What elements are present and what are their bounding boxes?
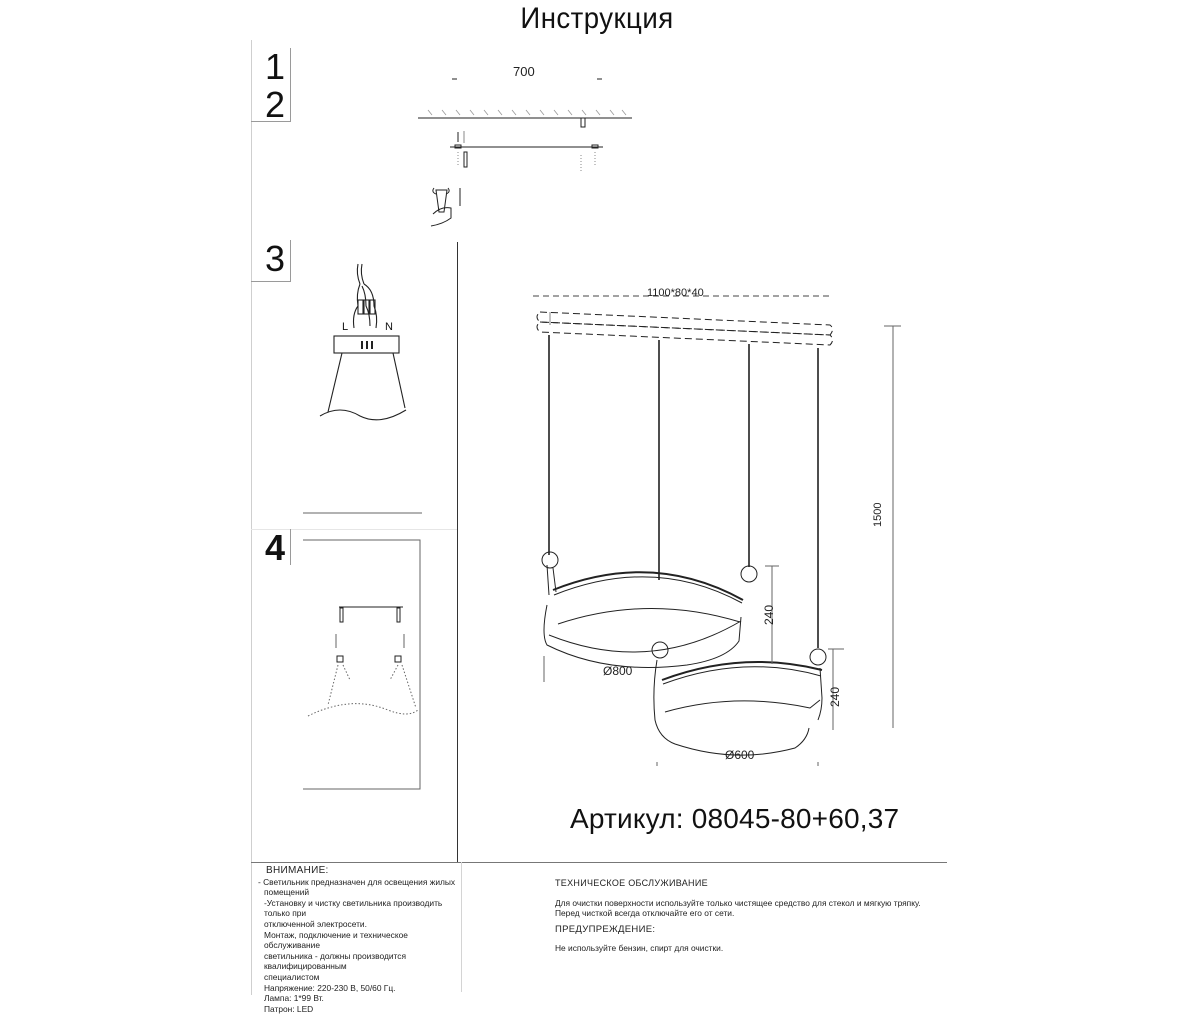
warning-title: ВНИМАНИЕ: (266, 865, 329, 876)
warning-line: помещений (264, 887, 310, 898)
caution-title: ПРЕДУПРЕЖДЕНИЕ: (555, 923, 656, 935)
installation-drawing (303, 513, 422, 789)
large-ring-diameter-label: Ø800 (603, 664, 633, 678)
product-article: Артикул: 08045-80+60,37 (570, 803, 900, 834)
mounting-width-label: 700 (513, 64, 535, 79)
maintenance-section (555, 878, 945, 954)
socket-spec: Патрон: LED (264, 1003, 314, 1014)
step-number-4: 4 (265, 527, 286, 568)
small-ring-height-label: 240 (828, 686, 842, 707)
wire-label-live: L (342, 321, 349, 333)
maintenance-title: ТЕХНИЧЕСКОЕ ОБСЛУЖИВАНИЕ (555, 878, 708, 888)
maintenance-line: Перед чисткой всегда отключайте его от сети. (555, 908, 735, 919)
small-ring-diameter-label: Ø600 (725, 748, 755, 762)
step-number-2: 2 (265, 84, 286, 125)
chandelier-drawing (533, 296, 901, 766)
warning-line: светильника - должны производится квалифицированным (264, 950, 406, 972)
warning-line: специалистом (264, 971, 320, 982)
canopy-size-label: 1100*80*40 (647, 287, 704, 299)
large-ring-height-label: 240 (762, 604, 776, 625)
voltage-spec: Напряжение: 220-230 В, 50/60 Гц. (264, 982, 396, 993)
wiring-diagram (320, 264, 406, 420)
warning-line: Монтаж, подключение и техническое обслуживание (264, 929, 408, 951)
caution-text: Не используйте бензин, спирт для очистки. (555, 943, 724, 954)
total-height-label: 1500 (872, 502, 884, 527)
warning-line: отключенной электросети. (264, 918, 367, 929)
step-number-3: 3 (265, 238, 286, 279)
warning-line: - Светильник предназначен для освещения жилых (258, 876, 456, 887)
warning-section (258, 866, 458, 1014)
step-number-1: 1 (265, 46, 286, 87)
page-title: Инструкция (520, 2, 674, 35)
warning-line: -Установку и чистку светильника производить только при (264, 897, 443, 919)
maintenance-line: Для очистки поверхности используйте только чистящее средство для стекол и мягкую тряпку. (555, 897, 921, 908)
mounting-bracket-drawing (418, 79, 632, 226)
lamp-spec: Лампа: 1*99 Вт. (264, 993, 324, 1004)
wire-label-neutral: N (385, 321, 393, 333)
